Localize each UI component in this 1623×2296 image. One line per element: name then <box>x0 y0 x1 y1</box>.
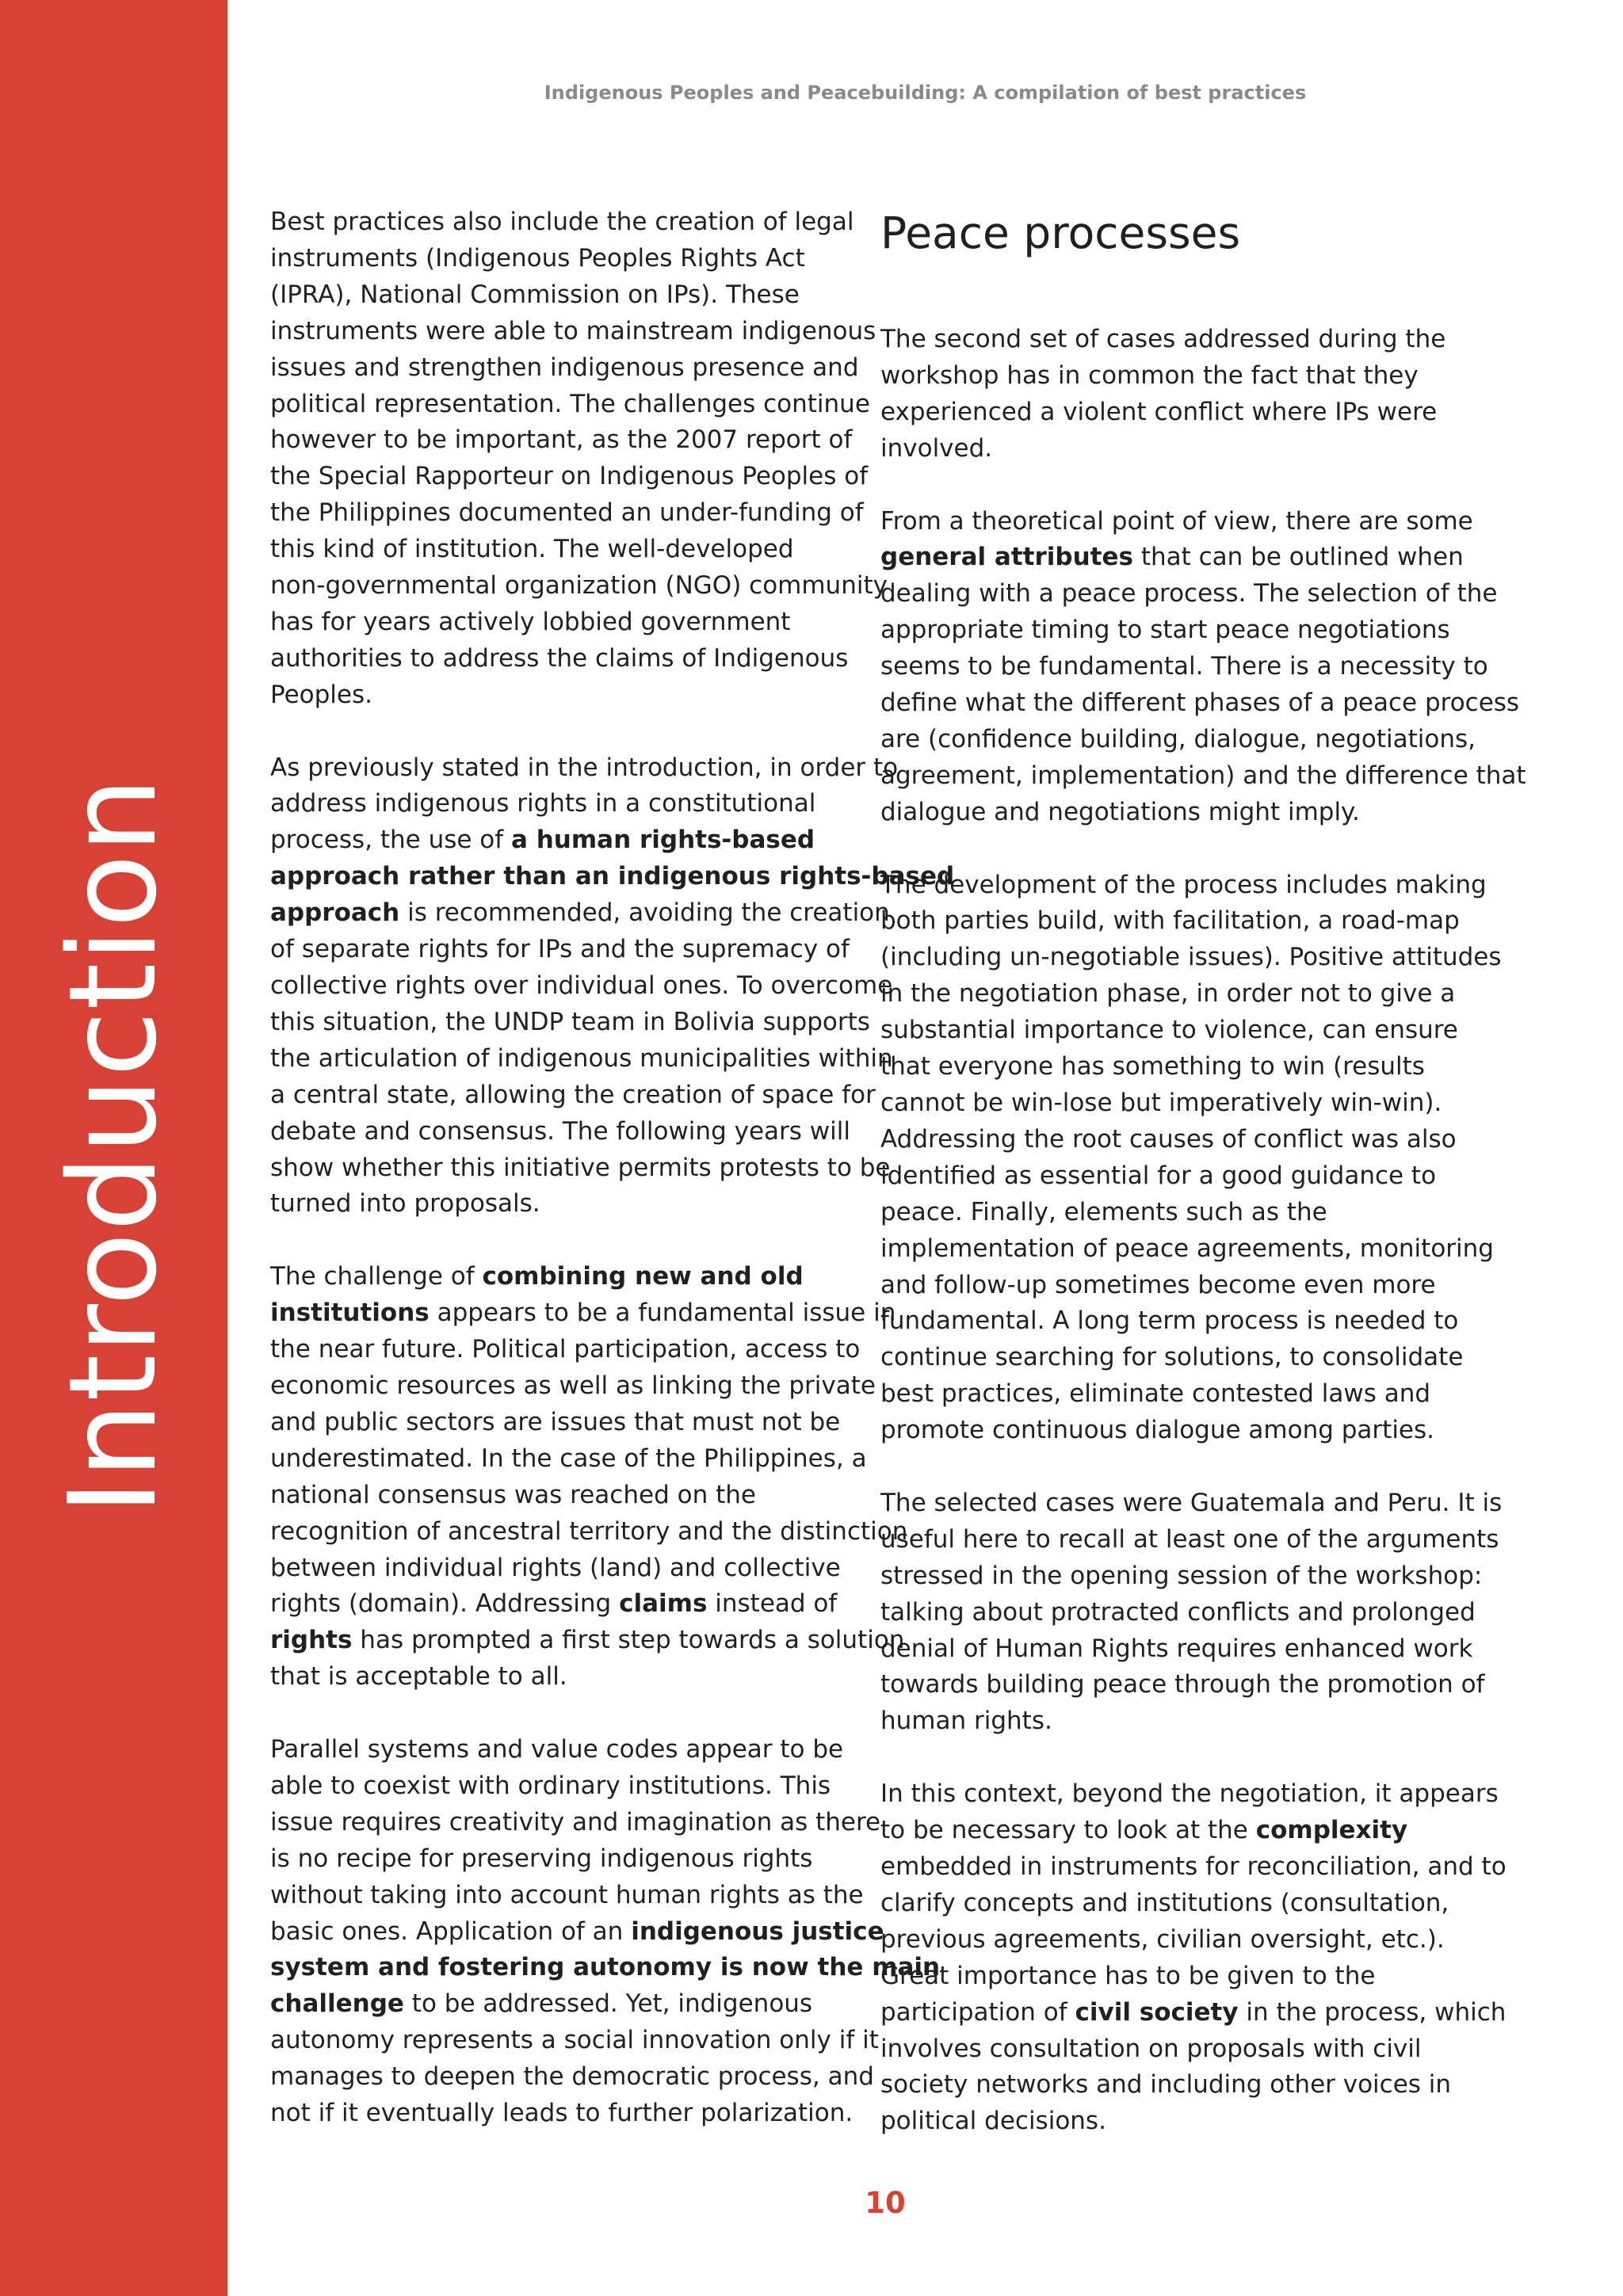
text-line <box>880 2103 1476 2140</box>
text-line <box>270 1950 941 1986</box>
text-line <box>270 422 865 459</box>
text-line <box>270 2023 879 2059</box>
text-line <box>880 431 1476 467</box>
text-segment: in the negotiation phase, in order not to give a <box>880 979 1456 1009</box>
text-line <box>880 976 1476 1013</box>
text-line <box>880 1886 1476 1922</box>
text-line <box>270 677 865 714</box>
text-line <box>270 1514 908 1550</box>
text-line <box>880 612 1476 649</box>
text-line <box>880 1922 1476 1958</box>
paragraph <box>880 1776 1507 2140</box>
text-segment: involves consultation on proposals with civil <box>880 2034 1422 2063</box>
emphasis-text: civil society <box>1075 1997 1239 2027</box>
emphasis-text: combining new and old <box>482 1262 804 1291</box>
text-segment: that everyone has something to win (results <box>880 1052 1425 1081</box>
paragraph <box>880 504 1526 831</box>
text-segment: authorities to address the claims of Indigenous <box>270 643 849 673</box>
text-segment: has prompted a first step towards a solution <box>352 1626 905 1655</box>
text-segment: human rights. <box>880 1707 1052 1736</box>
text-line <box>880 1376 1476 1413</box>
text-segment: is no recipe for preserving indigenous rights <box>270 1844 813 1873</box>
text-segment: process, the use of <box>270 826 512 855</box>
text-line <box>880 358 1476 395</box>
text-segment: society networks and including other voices in <box>880 2070 1452 2100</box>
text-line <box>270 204 865 241</box>
text-segment: As previously stated in the introduction, in order to <box>270 753 899 782</box>
emphasis-text: system and fostering autonomy is now the main <box>270 1953 941 1982</box>
text-line <box>270 1986 865 2023</box>
text-line <box>270 1077 876 1114</box>
text-line <box>270 1586 865 1623</box>
text-line <box>270 241 865 277</box>
text-segment: promote continuous dialogue among parties. <box>880 1416 1435 1445</box>
text-line <box>270 859 955 895</box>
text-segment: substantial importance to violence, can ensure <box>880 1016 1458 1045</box>
text-segment: cannot be win-lose but imperatively win-win). <box>880 1089 1442 1117</box>
chapter-title: Introduction <box>43 776 183 1516</box>
text-line <box>270 605 865 641</box>
emphasis-text: claims <box>619 1589 708 1619</box>
text-segment: political decisions. <box>880 2107 1106 2136</box>
text-line <box>880 758 1526 795</box>
text-line <box>880 1813 1476 1849</box>
text-segment: to be addressed. Yet, indigenous <box>403 1989 813 2019</box>
text-segment: involved. <box>880 433 993 463</box>
text-line <box>880 576 1498 612</box>
text-segment: this situation, the UNDP team in Bolivia supports <box>270 1007 870 1036</box>
text-segment: a central state, allowing the creation of space for <box>270 1080 876 1109</box>
text-segment: appears to be a fundamental issue in <box>429 1299 896 1328</box>
text-line <box>270 532 865 568</box>
text-line <box>270 822 865 859</box>
paragraph <box>270 1732 941 2132</box>
text-segment: recognition of ancestral territory and the distinction <box>270 1516 908 1546</box>
text-line <box>270 1659 865 1695</box>
text-line <box>880 1995 1507 2031</box>
text-line <box>270 1732 865 1768</box>
text-segment: non-governmental organization (NGO) community <box>270 571 888 601</box>
text-line <box>880 1158 1476 1195</box>
paragraph <box>880 868 1502 1450</box>
text-line <box>880 1595 1476 1631</box>
text-segment: the Special Rapporteur on Indigenous Peoples of <box>270 462 869 491</box>
emphasis-text: a human rights-based <box>511 826 815 855</box>
emphasis-text: institutions <box>270 1299 430 1328</box>
text-line <box>270 459 869 495</box>
text-line <box>880 1667 1485 1703</box>
text-segment: instead of <box>707 1589 838 1619</box>
paragraph <box>880 322 1476 467</box>
text-line <box>270 1005 870 1041</box>
text-segment: Best practices also include the creation of legal <box>270 208 854 236</box>
text-line <box>880 685 1520 722</box>
text-line <box>880 1195 1476 1231</box>
text-line <box>270 895 890 932</box>
text-segment: continue searching for solutions, to consolidate <box>880 1343 1464 1372</box>
page-number: 10 <box>865 2186 906 2220</box>
text-segment: collective rights over individual ones. To overcome <box>270 971 893 1001</box>
text-line <box>880 1849 1507 1886</box>
right-column-body <box>880 322 1526 2140</box>
text-line <box>880 1558 1483 1595</box>
emphasis-text: approach rather than an indigenous rights-based <box>270 862 955 891</box>
text-segment: The challenge of <box>270 1262 483 1291</box>
text-segment: basic ones. Application of an <box>270 1917 632 1946</box>
text-segment: participation of <box>880 1997 1075 2027</box>
text-segment: to be necessary to look at the <box>880 1816 1256 1845</box>
text-segment: and public sectors are issues that must not be <box>270 1407 841 1436</box>
emphasis-text: challenge <box>270 1989 404 2019</box>
text-segment: agreement, implementation) and the difference that <box>880 761 1526 790</box>
text-line <box>270 641 865 677</box>
text-line <box>270 495 865 532</box>
text-line <box>880 1085 1476 1122</box>
text-segment: not if it eventually leads to further polarization. <box>270 2099 854 2128</box>
text-line <box>880 2031 1476 2068</box>
text-segment: that is acceptable to all. <box>270 1662 567 1691</box>
text-line <box>270 1914 884 1951</box>
text-line <box>270 1478 865 1514</box>
text-segment: that can be outlined when <box>1132 543 1464 572</box>
text-line <box>270 1623 905 1659</box>
text-segment: previous agreements, civilian oversight, etc.). <box>880 1924 1445 1954</box>
text-segment: underestimated. In the case of the Philippines, a <box>270 1444 867 1473</box>
text-line <box>880 649 1488 685</box>
paragraph <box>270 750 955 1223</box>
text-line <box>880 1340 1476 1376</box>
text-segment: The development of the process includes making <box>880 870 1487 899</box>
text-segment: workshop has in common the fact that they <box>880 360 1419 390</box>
text-segment: national consensus was reached on the <box>270 1480 756 1509</box>
text-line <box>270 350 865 387</box>
text-segment: autonomy represents a social innovation only if it <box>270 2026 879 2055</box>
text-line <box>880 722 1476 758</box>
text-line <box>270 2096 865 2132</box>
text-line <box>880 795 1476 831</box>
emphasis-text: indigenous justice <box>631 1917 884 1946</box>
text-segment: fundamental. A long term process is needed to <box>880 1306 1459 1336</box>
text-line <box>270 1295 896 1332</box>
text-line <box>880 1122 1476 1158</box>
text-segment: debate and consensus. The following years will <box>270 1116 850 1146</box>
text-segment: seems to be fundamental. There is a necessity to <box>880 652 1488 681</box>
text-line <box>270 750 899 787</box>
text-line <box>880 1486 1503 1522</box>
text-line <box>880 1958 1476 1995</box>
text-line <box>880 1631 1476 1668</box>
text-segment: in the process, which <box>1238 1997 1507 2027</box>
text-segment: has for years actively lobbied government <box>270 607 791 636</box>
text-segment: issues and strengthen indigenous presence and <box>270 353 859 382</box>
text-line <box>880 1703 1476 1740</box>
text-segment: address indigenous rights in a constitutional <box>270 789 816 818</box>
text-segment: however to be important, as the 2007 report of <box>270 425 853 455</box>
text-segment: show whether this initiative permits protests to be <box>270 1153 891 1182</box>
text-segment: Parallel systems and value codes appear to be <box>270 1735 844 1764</box>
text-line <box>880 1231 1494 1268</box>
paragraph <box>270 204 888 714</box>
text-segment: (IPRA), National Commission on IPs). These <box>270 280 800 309</box>
text-segment: implementation of peace agreements, monitoring <box>880 1234 1494 1263</box>
text-segment: economic resources as well as linking the private <box>270 1371 876 1400</box>
right-column <box>880 204 1526 2140</box>
text-segment: and follow-up sometimes become even more <box>880 1270 1436 1299</box>
text-line <box>270 387 870 423</box>
text-line <box>880 504 1476 540</box>
emphasis-text: complexity <box>1255 1816 1408 1845</box>
text-segment: clarify concepts and institutions (consultation, <box>880 1888 1449 1917</box>
text-segment: appropriate timing to start peace negotiations <box>880 616 1450 645</box>
text-segment: instruments were able to mainstream indigenous <box>270 316 876 345</box>
text-segment: useful here to recall at least one of the arguments <box>880 1524 1499 1554</box>
text-line <box>270 786 865 822</box>
text-line <box>880 868 1487 904</box>
emphasis-text: rights <box>270 1626 353 1655</box>
text-segment: manages to deepen the democratic process, and <box>270 2062 874 2092</box>
text-line <box>880 1268 1476 1304</box>
text-segment: the near future. Political participation, access to <box>270 1335 861 1364</box>
text-segment: dealing with a peace process. The selection of the <box>880 579 1498 608</box>
text-line <box>270 1805 881 1841</box>
text-line <box>880 1522 1499 1558</box>
text-line <box>270 1332 865 1368</box>
text-segment: turned into proposals. <box>270 1189 540 1219</box>
text-segment: political representation. The challenges continue <box>270 389 870 418</box>
text-line <box>270 1441 865 1478</box>
text-line <box>270 1150 891 1187</box>
text-line <box>880 540 1476 576</box>
text-line <box>880 395 1476 431</box>
text-line <box>270 277 865 314</box>
text-segment: identified as essential for a good guidance to <box>880 1161 1437 1190</box>
text-segment: this kind of institution. The well-developed <box>270 535 794 564</box>
text-line <box>880 1013 1476 1049</box>
text-line <box>270 1041 893 1077</box>
text-segment: is recommended, avoiding the creation <box>399 898 890 928</box>
text-line <box>270 1259 865 1295</box>
text-segment: best practices, eliminate contested laws and <box>880 1379 1431 1409</box>
text-segment: rights (domain). Addressing <box>270 1589 620 1619</box>
text-segment: embedded in instruments for reconciliation, and to <box>880 1852 1507 1881</box>
text-segment: The second set of cases addressed during the <box>880 325 1446 353</box>
text-line <box>880 2067 1476 2103</box>
text-segment: issue requires creativity and imagination as there <box>270 1807 881 1836</box>
text-line <box>880 1303 1476 1340</box>
text-line <box>270 1768 865 1805</box>
text-segment: able to coexist with ordinary institutions. This <box>270 1771 831 1800</box>
text-segment: (including un-negotiable issues). Positive attitudes <box>880 943 1502 972</box>
running-header: Indigenous Peoples and Peacebuilding: A compilation of best practices <box>544 82 1307 104</box>
text-segment: From a theoretical point of view, there are some <box>880 506 1473 536</box>
text-segment: between individual rights (land) and collective <box>270 1553 841 1582</box>
text-segment: The selected cases were Guatemala and Peru. It is <box>880 1488 1503 1517</box>
text-segment: dialogue and negotiations might imply. <box>880 797 1360 826</box>
text-line <box>880 322 1476 358</box>
text-line <box>270 1841 865 1878</box>
text-line <box>880 903 1476 940</box>
chapter-sidebar <box>0 0 227 2296</box>
text-segment: are (confidence building, dialogue, negotiations, <box>880 724 1476 753</box>
text-line <box>270 568 888 605</box>
text-segment: experienced a violent conflict where IPs were <box>880 397 1438 426</box>
text-line <box>270 932 865 968</box>
text-segment: Peoples. <box>270 680 372 709</box>
text-segment: stressed in the opening session of the workshop: <box>880 1561 1483 1590</box>
text-segment: talking about protracted conflicts and prolonged <box>880 1597 1476 1627</box>
text-segment: Great importance has to be given to the <box>880 1961 1376 1990</box>
text-line <box>880 1776 1499 1813</box>
text-line <box>270 1368 876 1405</box>
text-segment: Addressing the root causes of conflict was also <box>880 1124 1457 1154</box>
text-line <box>270 1878 865 1914</box>
paragraph <box>270 1259 908 1695</box>
text-segment: define what the different phases of a peace process <box>880 688 1520 718</box>
text-line <box>270 968 893 1005</box>
text-segment: without taking into account human rights as the <box>270 1880 864 1909</box>
text-line <box>270 1405 865 1441</box>
text-segment: both parties build, with facilitation, a road-map <box>880 906 1460 936</box>
text-line <box>270 2059 874 2096</box>
text-segment: denial of Human Rights requires enhanced work <box>880 1634 1473 1663</box>
text-line <box>880 1049 1476 1085</box>
text-segment: instruments (Indigenous Peoples Rights Act <box>270 243 805 273</box>
text-line <box>270 314 876 350</box>
text-line <box>270 1186 865 1222</box>
emphasis-text: approach <box>270 898 400 928</box>
text-line <box>270 1114 865 1150</box>
text-segment: of separate rights for IPs and the supremacy of <box>270 935 850 964</box>
text-line <box>880 940 1502 976</box>
text-segment: In this context, beyond the negotiation, it appears <box>880 1779 1499 1809</box>
text-line <box>270 1550 865 1587</box>
emphasis-text: general attributes <box>880 543 1133 572</box>
text-segment: peace. Finally, elements such as the <box>880 1197 1327 1226</box>
paragraph <box>880 1486 1503 1740</box>
section-heading: Peace processes <box>880 208 1241 258</box>
text-segment: the articulation of indigenous municipalities within <box>270 1043 893 1073</box>
text-segment: the Philippines documented an under-funding of <box>270 498 864 528</box>
text-segment: towards building peace through the promotion of <box>880 1670 1485 1699</box>
text-line <box>880 1413 1476 1449</box>
